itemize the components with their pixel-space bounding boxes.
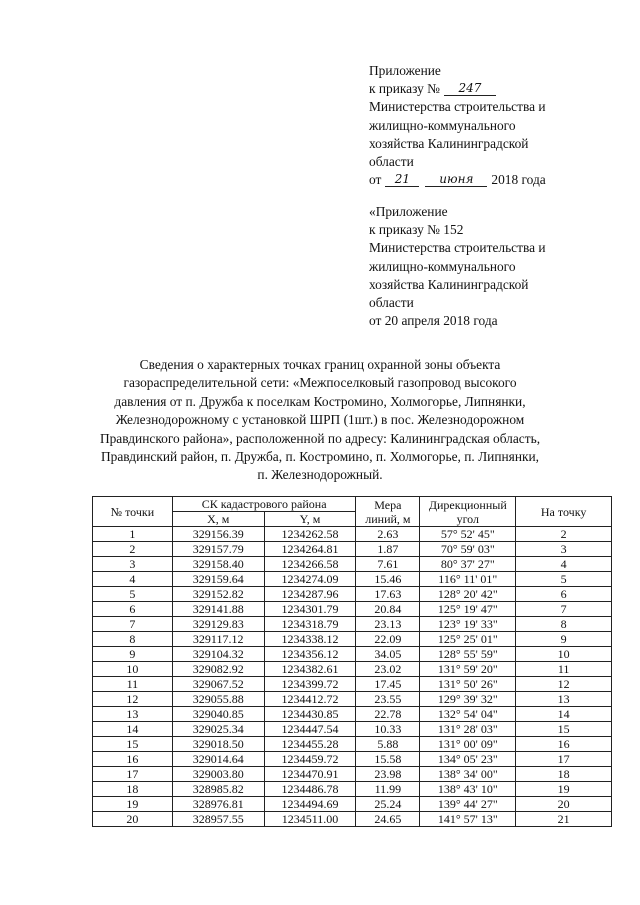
appendix-previous-line5: хозяйства Калининградской xyxy=(369,276,529,292)
cell-point-no: 20 xyxy=(93,812,173,827)
cell-to-point: 2 xyxy=(516,527,612,542)
header-length-line2: линий, м xyxy=(365,511,411,526)
cell-point-no: 2 xyxy=(93,542,173,557)
header-length-line1: Мера xyxy=(374,497,402,512)
cell-to-point: 18 xyxy=(516,767,612,782)
cell-angle: 123° 19' 33" xyxy=(420,617,516,632)
cell-point-no: 11 xyxy=(93,677,173,692)
cell-angle: 128° 20' 42" xyxy=(420,587,516,602)
cell-x: 329104.32 xyxy=(172,647,264,662)
table-row xyxy=(93,767,612,782)
appendix-current-line4: жилищно-коммунального xyxy=(369,117,516,133)
cell-to-point: 8 xyxy=(516,617,612,632)
appendix-previous xyxy=(369,203,619,330)
cell-angle: 80° 37' 27" xyxy=(420,557,516,572)
table-row xyxy=(93,602,612,617)
table-row xyxy=(93,782,612,797)
header-to-point: На точку xyxy=(516,497,612,527)
cell-length: 1.87 xyxy=(356,542,420,557)
cell-length: 23.02 xyxy=(356,662,420,677)
date-year: 2018 года xyxy=(491,172,546,188)
cell-angle: 57° 52' 45" xyxy=(420,527,516,542)
cell-length: 22.78 xyxy=(356,707,420,722)
appendix-current-line6: области xyxy=(369,154,414,170)
appendix-current-line5: хозяйства Калининградской xyxy=(369,135,529,151)
cell-y: 1234287.96 xyxy=(264,587,356,602)
cell-point-no: 15 xyxy=(93,737,173,752)
appendix-current-order-line xyxy=(369,80,619,98)
cell-length: 24.65 xyxy=(356,812,420,827)
cell-y: 1234430.85 xyxy=(264,707,356,722)
cell-length: 2.63 xyxy=(356,527,420,542)
cell-x: 329014.64 xyxy=(172,752,264,767)
appendix-previous-line2: к приказу № 152 xyxy=(369,222,464,238)
cell-point-no: 6 xyxy=(93,602,173,617)
cell-point-no: 1 xyxy=(93,527,173,542)
cell-point-no: 19 xyxy=(93,797,173,812)
appendix-previous-line7: от 20 апреля 2018 года xyxy=(369,313,498,329)
cell-length: 17.45 xyxy=(356,677,420,692)
cell-x: 329003.80 xyxy=(172,767,264,782)
cell-x: 329018.50 xyxy=(172,737,264,752)
cell-point-no: 4 xyxy=(93,572,173,587)
title-line: Правдинский район, п. Дружба, п. Костромино, п. Холмогорье, п. Липнянки, xyxy=(100,449,540,465)
cell-length: 20.84 xyxy=(356,602,420,617)
cell-angle: 134° 05' 23" xyxy=(420,752,516,767)
date-day-handwritten: 21 xyxy=(385,172,419,187)
table-row xyxy=(93,677,612,692)
cell-point-no: 8 xyxy=(93,632,173,647)
cell-angle: 125° 25' 01" xyxy=(420,632,516,647)
cell-angle: 131° 28' 03" xyxy=(420,722,516,737)
table-row xyxy=(93,707,612,722)
appendix-previous-line4: жилищно-коммунального xyxy=(369,258,516,274)
cell-to-point: 17 xyxy=(516,752,612,767)
cell-length: 15.58 xyxy=(356,752,420,767)
title-line: давления от п. Дружба к поселкам Костромино, Холмогорье, Липнянки, xyxy=(114,393,526,409)
appendix-current-line3: Министерства строительства и xyxy=(369,99,546,115)
table-row xyxy=(93,632,612,647)
cell-length: 23.13 xyxy=(356,617,420,632)
cell-to-point: 13 xyxy=(516,692,612,707)
cell-to-point: 11 xyxy=(516,662,612,677)
cell-point-no: 3 xyxy=(93,557,173,572)
order-number-handwritten: 247 xyxy=(444,81,496,96)
table-row xyxy=(93,662,612,677)
cell-x: 329157.79 xyxy=(172,542,264,557)
cell-y: 1234486.78 xyxy=(264,782,356,797)
cell-x: 329152.82 xyxy=(172,587,264,602)
cell-point-no: 12 xyxy=(93,692,173,707)
cell-point-no: 5 xyxy=(93,587,173,602)
cell-x: 329055.88 xyxy=(172,692,264,707)
cell-angle: 128° 55' 59" xyxy=(420,647,516,662)
header-point-no: № точки xyxy=(93,497,173,527)
cell-to-point: 19 xyxy=(516,782,612,797)
table-row xyxy=(93,542,612,557)
cell-y: 1234412.72 xyxy=(264,692,356,707)
cell-x: 329117.12 xyxy=(172,632,264,647)
appendix-previous-line3: Министерства строительства и xyxy=(369,240,546,256)
cell-angle: 131° 59' 20" xyxy=(420,662,516,677)
table-row xyxy=(93,617,612,632)
header-y: Y, м xyxy=(264,512,356,527)
cell-angle: 139° 44' 27" xyxy=(420,797,516,812)
cell-to-point: 5 xyxy=(516,572,612,587)
cell-y: 1234264.81 xyxy=(264,542,356,557)
cell-y: 1234266.58 xyxy=(264,557,356,572)
cell-x: 329129.83 xyxy=(172,617,264,632)
cell-point-no: 16 xyxy=(93,752,173,767)
cell-x: 329067.52 xyxy=(172,677,264,692)
cell-x: 329141.88 xyxy=(172,602,264,617)
cell-x: 328985.82 xyxy=(172,782,264,797)
cell-y: 1234511.00 xyxy=(264,812,356,827)
table-row xyxy=(93,752,612,767)
cell-angle: 125° 19' 47" xyxy=(420,602,516,617)
header-angle-line1: Дирекционный xyxy=(428,497,507,512)
cell-point-no: 13 xyxy=(93,707,173,722)
table-row xyxy=(93,737,612,752)
cell-to-point: 15 xyxy=(516,722,612,737)
cell-to-point: 20 xyxy=(516,797,612,812)
points-table xyxy=(92,496,612,827)
cell-to-point: 10 xyxy=(516,647,612,662)
appendix-current xyxy=(369,62,619,189)
cell-length: 25.24 xyxy=(356,797,420,812)
header-angle-line2: угол xyxy=(456,511,480,526)
table-row xyxy=(93,647,612,662)
header-angle xyxy=(420,497,516,527)
header-sk-group: СК кадастрового района xyxy=(172,497,356,512)
appendix-current-date-line xyxy=(369,171,619,189)
cell-angle: 129° 39' 32" xyxy=(420,692,516,707)
title-line: газораспределительной сети: «Межпоселковый газопровод высокого xyxy=(123,375,517,391)
cell-y: 1234459.72 xyxy=(264,752,356,767)
cell-length: 10.33 xyxy=(356,722,420,737)
cell-x: 329025.34 xyxy=(172,722,264,737)
cell-angle: 116° 11' 01" xyxy=(420,572,516,587)
cell-point-no: 10 xyxy=(93,662,173,677)
document-title xyxy=(95,356,545,485)
cell-length: 34.05 xyxy=(356,647,420,662)
title-line: Правдинского района», расположенной по адресу: Калининградская область, xyxy=(99,430,541,446)
cell-x: 328976.81 xyxy=(172,797,264,812)
cell-y: 1234318.79 xyxy=(264,617,356,632)
cell-length: 22.09 xyxy=(356,632,420,647)
cell-angle: 131° 00' 09" xyxy=(420,737,516,752)
cell-length: 5.88 xyxy=(356,737,420,752)
cell-y: 1234447.54 xyxy=(264,722,356,737)
cell-angle: 138° 43' 10" xyxy=(420,782,516,797)
cell-to-point: 16 xyxy=(516,737,612,752)
cell-y: 1234382.61 xyxy=(264,662,356,677)
cell-to-point: 21 xyxy=(516,812,612,827)
cell-point-no: 14 xyxy=(93,722,173,737)
appendix-previous-line1: «Приложение xyxy=(369,204,448,219)
table-row xyxy=(93,572,612,587)
cell-y: 1234399.72 xyxy=(264,677,356,692)
title-line: Сведения о характерных точках границ охранной зоны объекта xyxy=(139,357,501,372)
cell-y: 1234301.79 xyxy=(264,602,356,617)
cell-to-point: 6 xyxy=(516,587,612,602)
cell-x: 329159.64 xyxy=(172,572,264,587)
title-line: Железнодорожному с установкой ШРП (1шт.) в пос. Железнодорожном xyxy=(115,412,525,428)
date-prefix: от xyxy=(369,172,382,188)
cell-x: 329040.85 xyxy=(172,707,264,722)
cell-length: 15.46 xyxy=(356,572,420,587)
cell-length: 23.55 xyxy=(356,692,420,707)
cell-angle: 141° 57' 13" xyxy=(420,812,516,827)
appendix-current-line1: Приложение xyxy=(369,63,441,78)
cell-y: 1234455.28 xyxy=(264,737,356,752)
appendix-previous-line6: области xyxy=(369,295,414,311)
table-row xyxy=(93,692,612,707)
cell-point-no: 7 xyxy=(93,617,173,632)
cell-y: 1234338.12 xyxy=(264,632,356,647)
table-row xyxy=(93,527,612,542)
cell-angle: 131° 50' 26" xyxy=(420,677,516,692)
cell-point-no: 18 xyxy=(93,782,173,797)
cell-angle: 70° 59' 03" xyxy=(420,542,516,557)
cell-point-no: 17 xyxy=(93,767,173,782)
title-line: п. Железнодорожный. xyxy=(257,467,383,483)
cell-x: 328957.55 xyxy=(172,812,264,827)
order-label: к приказу № xyxy=(369,81,440,97)
date-month-handwritten: июня xyxy=(425,172,487,187)
table-row xyxy=(93,557,612,572)
cell-to-point: 4 xyxy=(516,557,612,572)
cell-to-point: 12 xyxy=(516,677,612,692)
cell-y: 1234274.09 xyxy=(264,572,356,587)
cell-length: 7.61 xyxy=(356,557,420,572)
header-x: X, м xyxy=(172,512,264,527)
table-row xyxy=(93,812,612,827)
cell-to-point: 14 xyxy=(516,707,612,722)
table-row xyxy=(93,797,612,812)
cell-length: 17.63 xyxy=(356,587,420,602)
cell-to-point: 3 xyxy=(516,542,612,557)
cell-length: 11.99 xyxy=(356,782,420,797)
table-row xyxy=(93,722,612,737)
cell-to-point: 9 xyxy=(516,632,612,647)
cell-y: 1234470.91 xyxy=(264,767,356,782)
points-table-header xyxy=(93,497,612,527)
header-length xyxy=(356,497,420,527)
cell-y: 1234262.58 xyxy=(264,527,356,542)
cell-to-point: 7 xyxy=(516,602,612,617)
cell-angle: 132° 54' 04" xyxy=(420,707,516,722)
cell-x: 329082.92 xyxy=(172,662,264,677)
cell-x: 329158.40 xyxy=(172,557,264,572)
table-row xyxy=(93,587,612,602)
cell-y: 1234494.69 xyxy=(264,797,356,812)
cell-angle: 138° 34' 00" xyxy=(420,767,516,782)
points-table-body xyxy=(93,527,612,827)
cell-y: 1234356.12 xyxy=(264,647,356,662)
cell-point-no: 9 xyxy=(93,647,173,662)
cell-length: 23.98 xyxy=(356,767,420,782)
cell-x: 329156.39 xyxy=(172,527,264,542)
